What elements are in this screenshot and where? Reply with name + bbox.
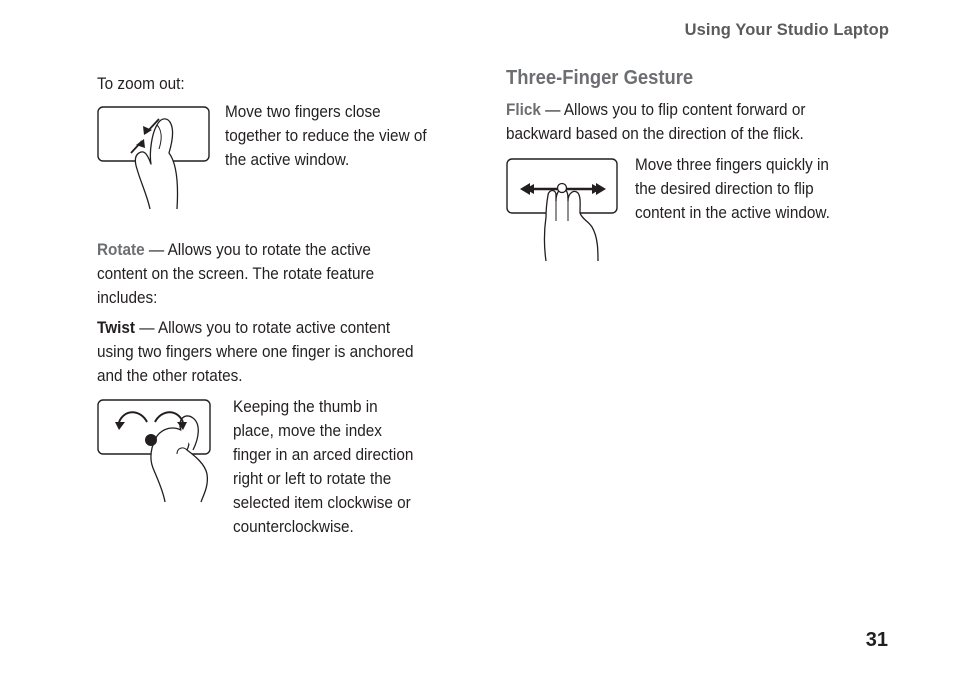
rotate-term: Rotate [97,241,145,259]
three-finger-flick-icon [506,157,621,265]
rotate-line: content on the screen. The rotate feature [97,265,375,283]
flick-desc-line: the desired direction to flip [635,180,814,198]
twist-desc-line: place, move the index [233,422,382,440]
twist-line: using two fingers where one finger is anchored [97,343,414,361]
zoom-out-desc-line: Move two fingers close [225,103,381,121]
zoom-out-intro: To zoom out: [97,75,185,93]
rotate-paragraph [97,238,473,310]
twist-desc-line: selected item clockwise or [233,494,411,512]
twist-desc-line: finger in an arced direction [233,446,414,464]
flick-term: Flick [506,101,541,119]
section-heading: Three-Finger Gesture [506,67,694,89]
flick-paragraph [506,98,882,146]
flick-line: backward based on the direction of the flick. [506,125,804,143]
twist-term: Twist [97,319,135,337]
rotate-line: includes: [97,289,158,307]
twist-desc-line: counterclockwise. [233,518,354,536]
page-number: 31 [865,629,888,651]
rotate-desc: — Allows you to rotate the active [144,241,371,259]
twist-paragraph [97,316,492,388]
flick-desc-line: content in the active window. [635,204,830,222]
twist-desc: — Allows you to rotate active content [134,319,391,337]
zoom-out-desc-line: the active window. [225,151,350,169]
flick-desc-line: Move three fingers quickly in [635,156,829,174]
zoom-out-desc-line: together to reduce the view of [225,127,427,145]
flick-desc: — Allows you to flip content forward or [540,101,806,119]
pinch-zoom-out-icon [97,105,212,211]
twist-desc-line: right or left to rotate the [233,470,392,488]
running-head: Using Your Studio Laptop [684,21,889,39]
twist-desc-line: Keeping the thumb in [233,398,378,416]
twist-rotate-icon [97,398,215,504]
twist-line: and the other rotates. [97,367,243,385]
